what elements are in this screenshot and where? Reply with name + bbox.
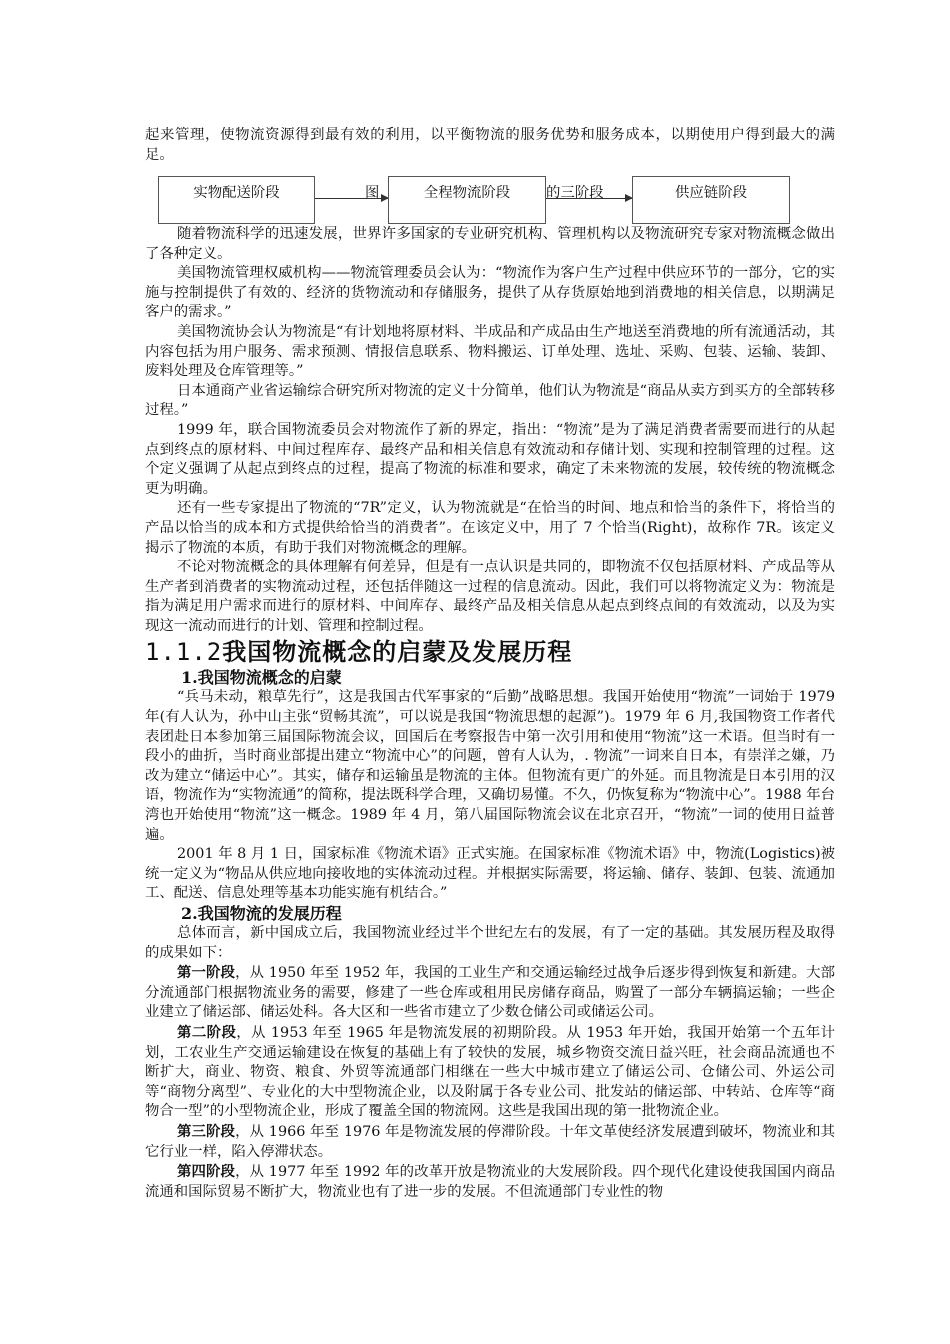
- stage-paragraph: [145, 1122, 835, 1162]
- stage-text: ，从 1977 年至 1992 年的改革开放是物流业的大发展阶段。四个现代化建设使我国国内商品流通和国际贸易不断扩大，物流业也有了进一步的发展。不但流通部门专业性的物: [145, 1164, 835, 1200]
- stage-paragraph: [145, 1023, 835, 1122]
- section-number: 1.1.2: [145, 638, 223, 667]
- definitions-block: [145, 225, 835, 1202]
- stage-label: 第三阶段: [177, 1122, 236, 1140]
- subheading-1: 1.我国物流概念的启蒙: [181, 668, 342, 688]
- stage-label: 第二阶段: [177, 1023, 237, 1041]
- stage-diagram: [158, 176, 798, 228]
- stage-box-physical-distribution: 实物配送阶段: [158, 176, 315, 224]
- stage-paragraph: [145, 963, 835, 1023]
- caption-part-2: 的三阶段: [546, 185, 604, 201]
- paragraph: 1999 年，联合国物流委员会对物流作了新的界定，指出：“物流”是为了满足消费者需要而进行的从起点到终点的原材料、中间过程库存、最终产品和相关信息有效流动和存储计划、实现和控制管理的过程。这个定义强调了从起点到终点的过程，提高了物流的标准和要求，确定了未来物流的发展，较传统的物流概念更为明确。: [145, 421, 835, 497]
- stage-box-whole-logistics: 全程物流阶段: [388, 176, 546, 224]
- intro-paragraph: 起来管理，使物流资源得到最有效的利用，以平衡物流的服务优势和服务成本，以期使用户得到最大的满足。: [145, 127, 835, 163]
- paragraph: 日本通商产业省运输综合研究所对物流的定义十分简单，他们认为物流是“商品从卖方到买方的全部转移过程。”: [145, 382, 835, 419]
- section-title: 我国物流概念的启蒙及发展历程: [222, 638, 573, 667]
- paragraph: 随着物流科学的迅速发展，世界许多国家的专业研究机构、管理机构以及物流研究专家对物流概念做出了各种定义。: [145, 226, 835, 262]
- paragraph: 还有一些专家提出了物流的“7R”定义，认为物流就是“在恰当的时间、地点和恰当的条件下，将恰当的产品以恰当的成本和方式提供给恰当的消费者”。在该定义中，用了 7 个恰当(Right)，故称作 7R。该定义揭示了物流的本质，有助于我们对物流概念的理解。: [145, 500, 835, 556]
- stage-text: ，从 1953 年至 1965 年是物流发展的初期阶段。从 1953 年开始，我国开始第一个五年计划，工农业生产交通运输建设在恢复的基础上有了较快的发展，城乡物资交流日益兴旺，社会商品流通也不断扩大，商业、物资、粮食、外贸等流通部门相继在一些大中城市建立了储运公司、仓储公司、外运公司等“商物分离型”、专业化的大中型物流企业，以及附属于各专业公司、批发站的储运部、中转站、仓库等“商物合一型”的小型物流企业，形成了覆盖全国的物流网。这些是我国出现的第一批物流企业。: [145, 1024, 835, 1120]
- subheading-2: 2.我国物流的发展历程: [181, 904, 342, 923]
- intro-block: [145, 126, 835, 165]
- paragraph: “兵马未动，粮草先行”，这是我国古代军事家的“后勤”战略思想。我国开始使用“物流”一词始于 1979 年(有人认为，孙中山主张“贸畅其流”，可以说是我国“物流思想的起源”)。1979 年 6 月,我国物资工作者代表团赴日本参加第三届国际物流会议，回国后在考察报告中第一次引用和使用“物流”这一术语。但当时有一段小的曲折，当时商业部提出建立“物流中心”的问题，曾有人认为，. 物流”一词来自日本，有崇洋之嫌，乃改为建立“储运中心”。其实，储存和运输虽是物流的主体。但物流有更广的外延。而且物流是日本引用的汉语，物流作为“实物流通”的简称，提法既科学合理，又确切易懂。不久，仍恢复称为“物流中心”。1988 年台湾也开始使用“物流”这一概念。1989 年 4 月，第八届国际物流会议在北京召开，“物流”一词的使用日益普遍。: [145, 689, 835, 843]
- paragraph: 2001 年 8 月 1 日，国家标准《物流术语》正式实施。在国家标准《物流术语》中，物流(Logistics)被统一定义为“物品从供应地向接收地的实体流动过程。并根据实际需要，将运输、储存、装卸、包装、流通加工、配送、信息处理等基本功能实施有机结合。”: [145, 846, 835, 902]
- section-heading: [145, 636, 835, 668]
- stage-label: 第一阶段: [177, 964, 236, 982]
- stage-box-supply-chain: 供应链阶段: [632, 176, 790, 224]
- stage-paragraph: [145, 1162, 835, 1202]
- caption-part-1: 图: [365, 185, 380, 201]
- paragraph: 美国物流协会认为物流是“有计划地将原材料、半成品和产成品由生产地送至消费地的所有流通活动，其内容包括为用户服务、需求预测、情报信息联系、物料搬运、订单处理、选址、采购、包装、运输、装卸、废料处理及仓库管理等。”: [145, 323, 835, 380]
- paragraph: 美国物流管理权威机构——物流管理委员会认为：“物流作为客户生产过程中供应环节的一部分，它的实施与控制提供了有效的、经济的货物流动和存储服务，提供了从存货原始地到消费地的相关信息，以期满足客户的需求。”: [145, 265, 835, 321]
- stage-text: ，从 1950 年至 1952 年，我国的工业生产和交通运输经过战争后逐步得到恢复和新建。大部分流通部门根据物流业务的需要，修建了一些仓库或租用民房储存商品，购置了一部分车辆搞运输；一些企业建立了储运部、储运处科。各大区和一些省市建立了少数仓储公司或储运公司。: [145, 965, 835, 1021]
- paragraph: 总体而言，新中国成立后，我国物流业经过半个世纪左右的发展，有了一定的基础。其发展历程及取得的成果如下：: [145, 925, 835, 961]
- paragraph: 不论对物流概念的具体理解有何差异，但是有一点认识是共同的，即物流不仅包括原材料、产成品等从生产者到消费者的实物流动过程，还包括伴随这一过程的信息流动。因此，我们可以将物流定义为：物流是指为满足用户需求而进行的原材料、中间库存、最终产品及相关信息从起点到终点间的有效流动，以及为实现这一流动而进行的计划、管理和控制过程。: [145, 559, 835, 634]
- stage-text: ，从 1966 年至 1976 年是物流发展的停滞阶段。十年文革使经济发展遭到破坏，物流业和其它行业一样，陷入停滞状态。: [145, 1123, 835, 1160]
- stage-label: 第四阶段: [177, 1163, 236, 1181]
